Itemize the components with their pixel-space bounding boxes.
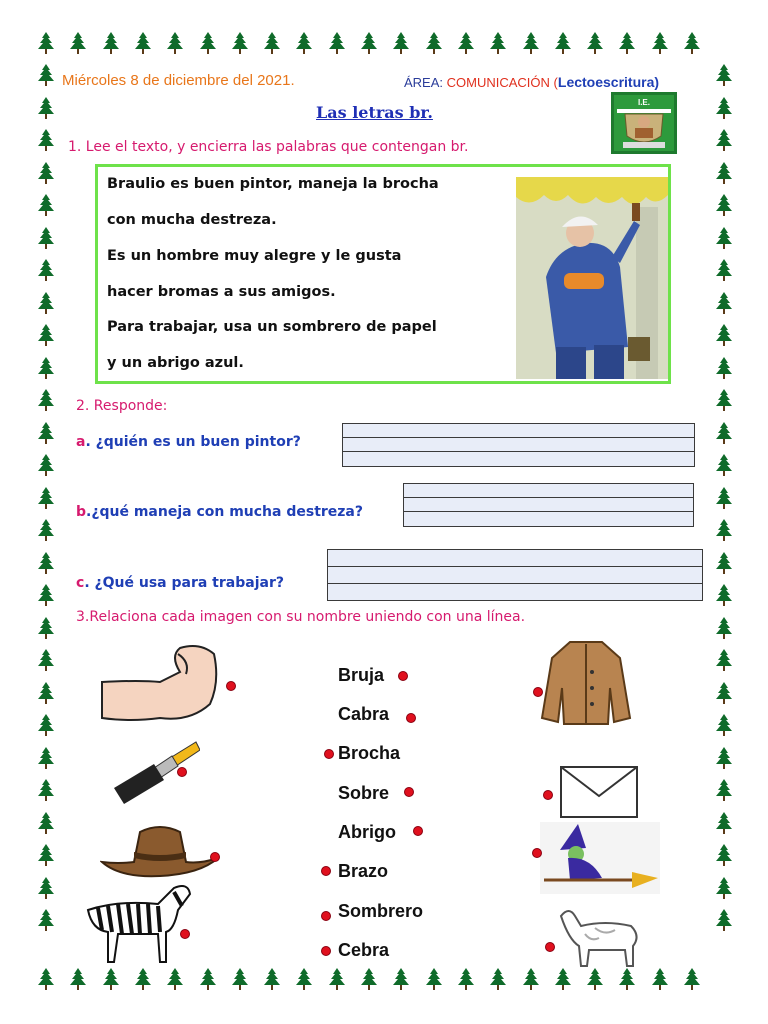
- tree-icon: [296, 968, 312, 990]
- instruction-2: 2. Responde:: [76, 398, 168, 414]
- tree-icon: [716, 747, 732, 769]
- school-logo: [611, 92, 677, 154]
- answer-b-lines[interactable]: [403, 483, 694, 527]
- tree-icon: [716, 649, 732, 671]
- tree-icon: [38, 129, 54, 151]
- tree-icon: [361, 32, 377, 54]
- tree-icon: [38, 97, 54, 119]
- dot-arm[interactable]: [226, 681, 236, 691]
- tree-icon: [38, 162, 54, 184]
- tree-icon: [329, 32, 345, 54]
- word-sombrero: Sombrero: [338, 901, 424, 921]
- tree-icon: [716, 389, 732, 411]
- reading-line-5: Para trabajar, usa un sombrero de papel: [107, 319, 437, 335]
- page-title: Las letras br.: [316, 103, 433, 122]
- tree-icon: [716, 422, 732, 444]
- word-cebra: Cebra: [338, 940, 390, 960]
- tree-icon: [38, 389, 54, 411]
- zebra-image: [78, 880, 194, 968]
- dot-cebra[interactable]: [321, 946, 331, 956]
- tree-icon: [716, 64, 732, 86]
- tree-icon: [38, 779, 54, 801]
- instruction-3: 3.Relaciona cada imagen con su nombre uniendo con una línea.: [76, 609, 526, 625]
- dot-coat[interactable]: [533, 687, 543, 697]
- tree-icon: [38, 32, 54, 54]
- tree-icon: [38, 259, 54, 281]
- tree-icon: [619, 32, 635, 54]
- tree-icon: [200, 968, 216, 990]
- dot-brazo[interactable]: [321, 866, 331, 876]
- tree-icon: [361, 968, 377, 990]
- tree-icon: [38, 877, 54, 899]
- tree-icon: [38, 909, 54, 931]
- dot-sobre[interactable]: [404, 787, 414, 797]
- tree-icon: [38, 649, 54, 671]
- tree-icon: [716, 617, 732, 639]
- tree-icon: [38, 487, 54, 509]
- tree-icon: [490, 968, 506, 990]
- tree-icon: [684, 968, 700, 990]
- tree-icon: [716, 227, 732, 249]
- word-brocha: Brocha: [338, 743, 401, 763]
- tree-icon: [716, 292, 732, 314]
- tree-icon: [555, 32, 571, 54]
- reading-line-2: con mucha destreza.: [107, 212, 277, 228]
- painter-image: [516, 177, 668, 379]
- question-c-text: . ¿Qué usa para trabajar?: [84, 575, 284, 591]
- dot-abrigo[interactable]: [413, 826, 423, 836]
- tree-icon: [38, 714, 54, 736]
- tree-icon: [38, 617, 54, 639]
- area-open-paren: (: [553, 75, 558, 90]
- tree-icon: [716, 682, 732, 704]
- tree-icon: [38, 292, 54, 314]
- date-text: Miércoles 8 de diciembre del 2021.: [62, 72, 295, 89]
- tree-icon: [38, 812, 54, 834]
- tree-icon: [38, 584, 54, 606]
- logo-text: I.E.: [637, 98, 651, 107]
- tree-icon: [135, 968, 151, 990]
- tree-icon: [458, 32, 474, 54]
- tree-icon: [38, 519, 54, 541]
- area-label: [404, 74, 659, 90]
- instruction-1: 1. Lee el texto, y encierra las palabras que contengan br.: [68, 139, 469, 155]
- brush-image: [110, 740, 200, 810]
- hat-image: [100, 822, 220, 888]
- area-value: COMUNICACIÓN: [446, 75, 550, 90]
- tree-icon: [716, 584, 732, 606]
- tree-icon: [70, 968, 86, 990]
- tree-icon: [458, 968, 474, 990]
- tree-icon: [716, 194, 732, 216]
- dot-cabra[interactable]: [406, 713, 416, 723]
- tree-icon: [587, 32, 603, 54]
- dot-zebra[interactable]: [180, 929, 190, 939]
- tree-icon: [232, 968, 248, 990]
- dot-bruja[interactable]: [398, 671, 408, 681]
- word-abrigo: Abrigo: [338, 822, 396, 842]
- tree-icon: [135, 32, 151, 54]
- tree-icon: [716, 812, 732, 834]
- area-sub: Lectoescritura): [557, 74, 660, 90]
- tree-icon: [716, 259, 732, 281]
- tree-icon: [38, 968, 54, 990]
- tree-icon: [264, 968, 280, 990]
- question-b-label: b: [76, 504, 87, 520]
- dot-sombrero[interactable]: [321, 911, 331, 921]
- tree-icon: [716, 909, 732, 931]
- word-sobre: Sobre: [338, 783, 390, 803]
- tree-icon: [103, 968, 119, 990]
- arm-image: [100, 642, 220, 730]
- tree-icon: [523, 968, 539, 990]
- word-brazo: Brazo: [338, 861, 389, 881]
- reading-line-1: Braulio es buen pintor, maneja la brocha: [107, 176, 439, 192]
- goat-image: [555, 906, 645, 972]
- tree-icon: [38, 422, 54, 444]
- tree-icon: [716, 454, 732, 476]
- tree-icon: [716, 357, 732, 379]
- answer-a-lines[interactable]: [342, 423, 695, 467]
- tree-icon: [232, 32, 248, 54]
- tree-icon: [329, 968, 345, 990]
- tree-icon: [716, 552, 732, 574]
- tree-icon: [38, 454, 54, 476]
- coat-image: [540, 638, 632, 732]
- tree-icon: [426, 32, 442, 54]
- envelope-image: [560, 766, 638, 822]
- tree-icon: [167, 32, 183, 54]
- reading-line-4: hacer bromas a sus amigos.: [107, 284, 336, 300]
- dot-hat[interactable]: [210, 852, 220, 862]
- tree-icon: [103, 32, 119, 54]
- tree-icon: [38, 227, 54, 249]
- tree-icon: [716, 487, 732, 509]
- tree-icon: [38, 357, 54, 379]
- tree-icon: [716, 97, 732, 119]
- dot-brocha[interactable]: [324, 749, 334, 759]
- word-cabra: Cabra: [338, 704, 390, 724]
- tree-icon: [652, 968, 668, 990]
- tree-icon: [393, 968, 409, 990]
- question-a-label: a: [76, 434, 86, 450]
- tree-icon: [38, 324, 54, 346]
- tree-icon: [716, 519, 732, 541]
- tree-icon: [393, 32, 409, 54]
- tree-icon: [264, 32, 280, 54]
- dot-goat[interactable]: [545, 942, 555, 952]
- tree-icon: [70, 32, 86, 54]
- tree-icon: [684, 32, 700, 54]
- tree-icon: [38, 844, 54, 866]
- tree-icon: [716, 129, 732, 151]
- tree-icon: [523, 32, 539, 54]
- tree-icon: [38, 552, 54, 574]
- question-a-text: . ¿quién es un buen pintor?: [85, 434, 301, 450]
- word-bruja: Bruja: [338, 665, 385, 685]
- tree-icon: [426, 968, 442, 990]
- tree-icon: [652, 32, 668, 54]
- tree-icon: [716, 162, 732, 184]
- witch-image: [540, 822, 660, 898]
- question-b-text: .¿qué maneja con mucha destreza?: [86, 504, 364, 520]
- question-c: [76, 575, 284, 591]
- tree-icon: [38, 747, 54, 769]
- tree-icon: [38, 194, 54, 216]
- tree-icon: [38, 682, 54, 704]
- tree-icon: [200, 32, 216, 54]
- dot-witch[interactable]: [532, 848, 542, 858]
- tree-icon: [716, 844, 732, 866]
- area-label-prefix: ÁREA:: [404, 75, 444, 90]
- dot-brush[interactable]: [177, 767, 187, 777]
- answer-c-lines[interactable]: [327, 549, 703, 601]
- tree-icon: [716, 324, 732, 346]
- tree-icon: [716, 714, 732, 736]
- question-b: [76, 504, 363, 520]
- tree-icon: [490, 32, 506, 54]
- question-c-label: c: [76, 575, 85, 591]
- question-a: [76, 434, 301, 450]
- tree-icon: [716, 877, 732, 899]
- tree-icon: [716, 779, 732, 801]
- tree-icon: [38, 64, 54, 86]
- dot-envelope[interactable]: [543, 790, 553, 800]
- reading-line-6: y un abrigo azul.: [107, 355, 244, 371]
- reading-line-3: Es un hombre muy alegre y le gusta: [107, 248, 402, 264]
- tree-icon: [296, 32, 312, 54]
- tree-icon: [167, 968, 183, 990]
